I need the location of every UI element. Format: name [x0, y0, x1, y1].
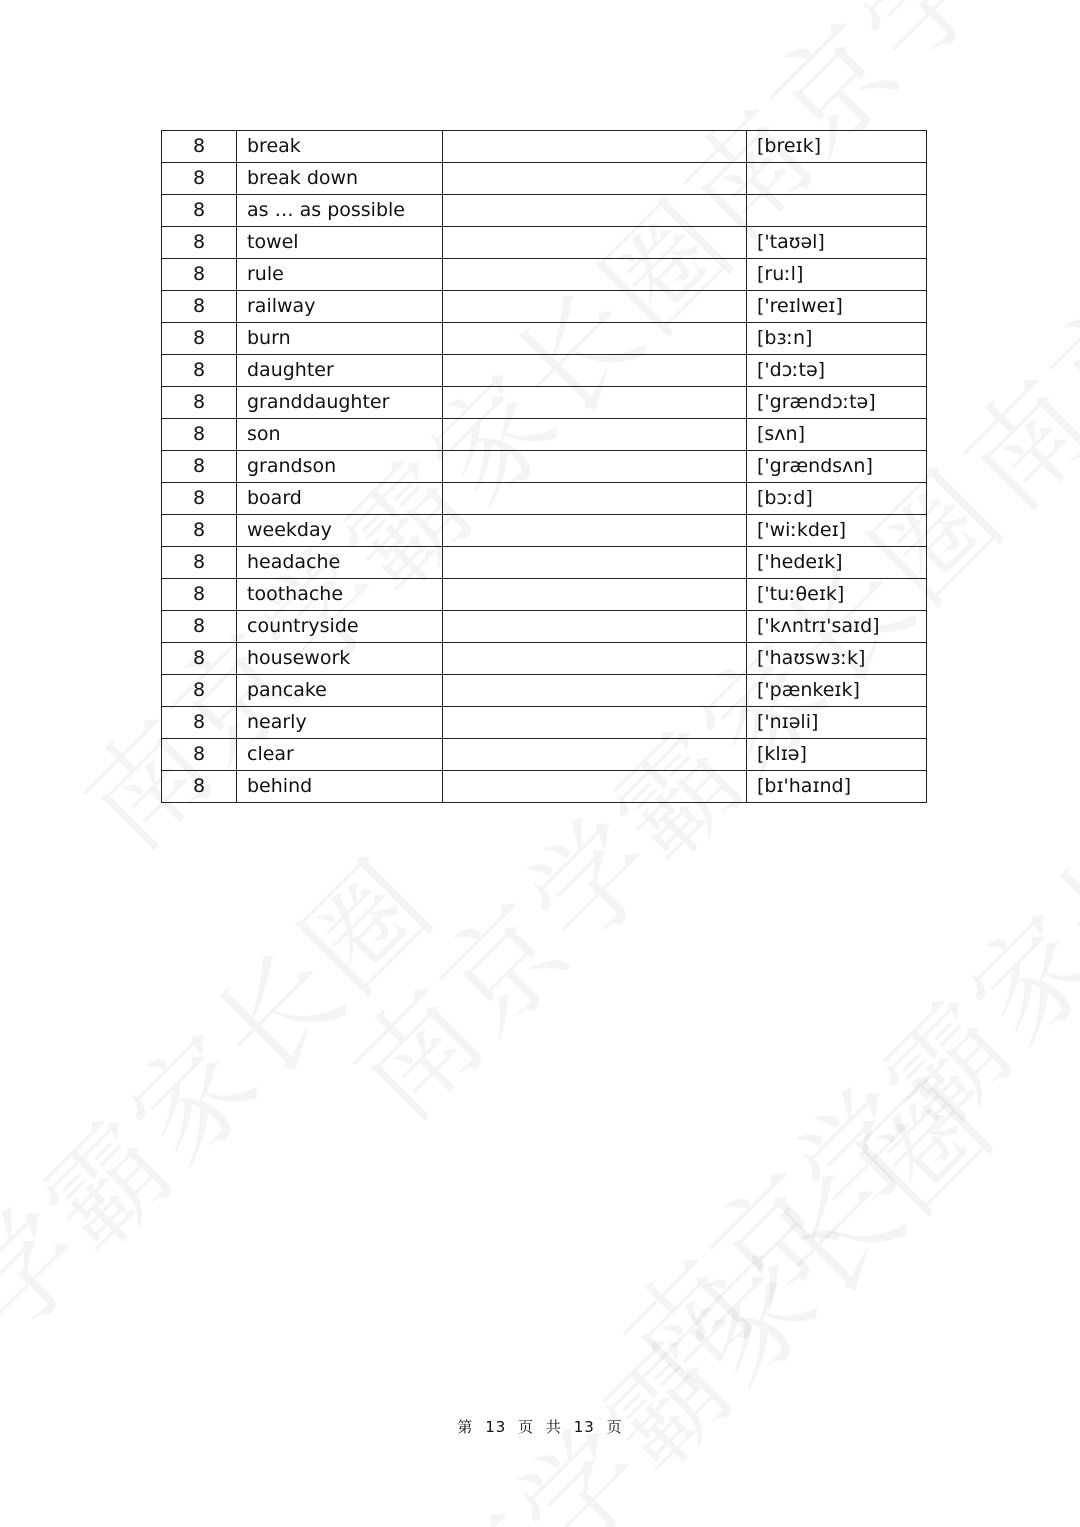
unit-cell: 8: [162, 451, 237, 483]
unit-cell: 8: [162, 227, 237, 259]
phonetic-cell: [747, 195, 927, 227]
meaning-cell: [443, 387, 747, 419]
unit-cell: 8: [162, 419, 237, 451]
word-cell: toothache: [237, 579, 443, 611]
phonetic-cell: ['wiːkdeɪ]: [747, 515, 927, 547]
phonetic-cell: ['reɪlweɪ]: [747, 291, 927, 323]
word-cell: countryside: [237, 611, 443, 643]
word-cell: burn: [237, 323, 443, 355]
table-row: [162, 227, 927, 259]
table-row: [162, 131, 927, 163]
meaning-cell: [443, 259, 747, 291]
unit-cell: 8: [162, 739, 237, 771]
meaning-cell: [443, 163, 747, 195]
phonetic-cell: [sʌn]: [747, 419, 927, 451]
word-cell: break: [237, 131, 443, 163]
table-row: [162, 579, 927, 611]
word-cell: towel: [237, 227, 443, 259]
table-row: [162, 419, 927, 451]
table-row: [162, 611, 927, 643]
word-cell: grandson: [237, 451, 443, 483]
word-cell: behind: [237, 771, 443, 803]
phonetic-cell: ['pænkeɪk]: [747, 675, 927, 707]
word-cell: son: [237, 419, 443, 451]
meaning-cell: [443, 227, 747, 259]
table-row: [162, 355, 927, 387]
meaning-cell: [443, 131, 747, 163]
meaning-cell: [443, 707, 747, 739]
footer-current-page: 13: [485, 1418, 507, 1436]
table-row: [162, 547, 927, 579]
unit-cell: 8: [162, 515, 237, 547]
word-cell: break down: [237, 163, 443, 195]
table-row: [162, 195, 927, 227]
table-row: [162, 163, 927, 195]
meaning-cell: [443, 323, 747, 355]
phonetic-cell: [ruːl]: [747, 259, 927, 291]
word-cell: granddaughter: [237, 387, 443, 419]
phonetic-cell: [breɪk]: [747, 131, 927, 163]
word-cell: weekday: [237, 515, 443, 547]
footer-page-word: 页: [518, 1418, 535, 1436]
phonetic-cell: ['tuːθeɪk]: [747, 579, 927, 611]
table-row: [162, 707, 927, 739]
table-row: [162, 451, 927, 483]
phonetic-cell: ['kʌntrɪ'saɪd]: [747, 611, 927, 643]
meaning-cell: [443, 643, 747, 675]
meaning-cell: [443, 675, 747, 707]
unit-cell: 8: [162, 195, 237, 227]
meaning-cell: [443, 195, 747, 227]
meaning-cell: [443, 547, 747, 579]
table-row: [162, 291, 927, 323]
word-cell: nearly: [237, 707, 443, 739]
table-row: [162, 515, 927, 547]
word-cell: headache: [237, 547, 443, 579]
footer-prefix: 第: [457, 1418, 474, 1436]
phonetic-cell: [bɔːd]: [747, 483, 927, 515]
phonetic-cell: [bɜːn]: [747, 323, 927, 355]
meaning-cell: [443, 291, 747, 323]
unit-cell: 8: [162, 131, 237, 163]
unit-cell: 8: [162, 483, 237, 515]
unit-cell: 8: [162, 355, 237, 387]
word-cell: clear: [237, 739, 443, 771]
phonetic-cell: ['dɔːtə]: [747, 355, 927, 387]
word-cell: housework: [237, 643, 443, 675]
word-cell: daughter: [237, 355, 443, 387]
unit-cell: 8: [162, 387, 237, 419]
unit-cell: 8: [162, 579, 237, 611]
phonetic-cell: ['grændɔːtə]: [747, 387, 927, 419]
word-cell: board: [237, 483, 443, 515]
unit-cell: 8: [162, 547, 237, 579]
word-cell: rule: [237, 259, 443, 291]
word-cell: as … as possible: [237, 195, 443, 227]
phonetic-cell: [bɪ'haɪnd]: [747, 771, 927, 803]
table-row: [162, 483, 927, 515]
meaning-cell: [443, 483, 747, 515]
vocabulary-table-body: [162, 131, 927, 803]
meaning-cell: [443, 355, 747, 387]
table-row: [162, 259, 927, 291]
unit-cell: 8: [162, 291, 237, 323]
table-row: [162, 771, 927, 803]
word-cell: pancake: [237, 675, 443, 707]
meaning-cell: [443, 451, 747, 483]
vocabulary-table: [161, 130, 927, 803]
unit-cell: 8: [162, 323, 237, 355]
phonetic-cell: ['hedeɪk]: [747, 547, 927, 579]
meaning-cell: [443, 515, 747, 547]
page-footer: [0, 1416, 1080, 1437]
unit-cell: 8: [162, 675, 237, 707]
meaning-cell: [443, 771, 747, 803]
table-row: [162, 387, 927, 419]
phonetic-cell: ['haʊswɜːk]: [747, 643, 927, 675]
watermark-text: [300, 1036, 1024, 1527]
meaning-cell: [443, 579, 747, 611]
table-row: [162, 739, 927, 771]
footer-suffix: 页: [606, 1418, 623, 1436]
phonetic-cell: [klɪə]: [747, 739, 927, 771]
phonetic-cell: ['nɪəli]: [747, 707, 927, 739]
watermark-text: [580, 696, 1080, 1420]
meaning-cell: [443, 739, 747, 771]
table-row: [162, 643, 927, 675]
phonetic-cell: ['taʊəl]: [747, 227, 927, 259]
meaning-cell: [443, 611, 747, 643]
footer-total-pages: 13: [573, 1418, 595, 1436]
unit-cell: 8: [162, 643, 237, 675]
footer-total-word: 共: [545, 1418, 562, 1436]
unit-cell: 8: [162, 771, 237, 803]
phonetic-cell: ['grændsʌn]: [747, 451, 927, 483]
unit-cell: 8: [162, 611, 237, 643]
meaning-cell: [443, 419, 747, 451]
unit-cell: 8: [162, 707, 237, 739]
unit-cell: 8: [162, 163, 237, 195]
phonetic-cell: [747, 163, 927, 195]
watermark-text: [920, 0, 1080, 540]
table-row: [162, 675, 927, 707]
unit-cell: 8: [162, 259, 237, 291]
table-row: [162, 323, 927, 355]
word-cell: railway: [237, 291, 443, 323]
